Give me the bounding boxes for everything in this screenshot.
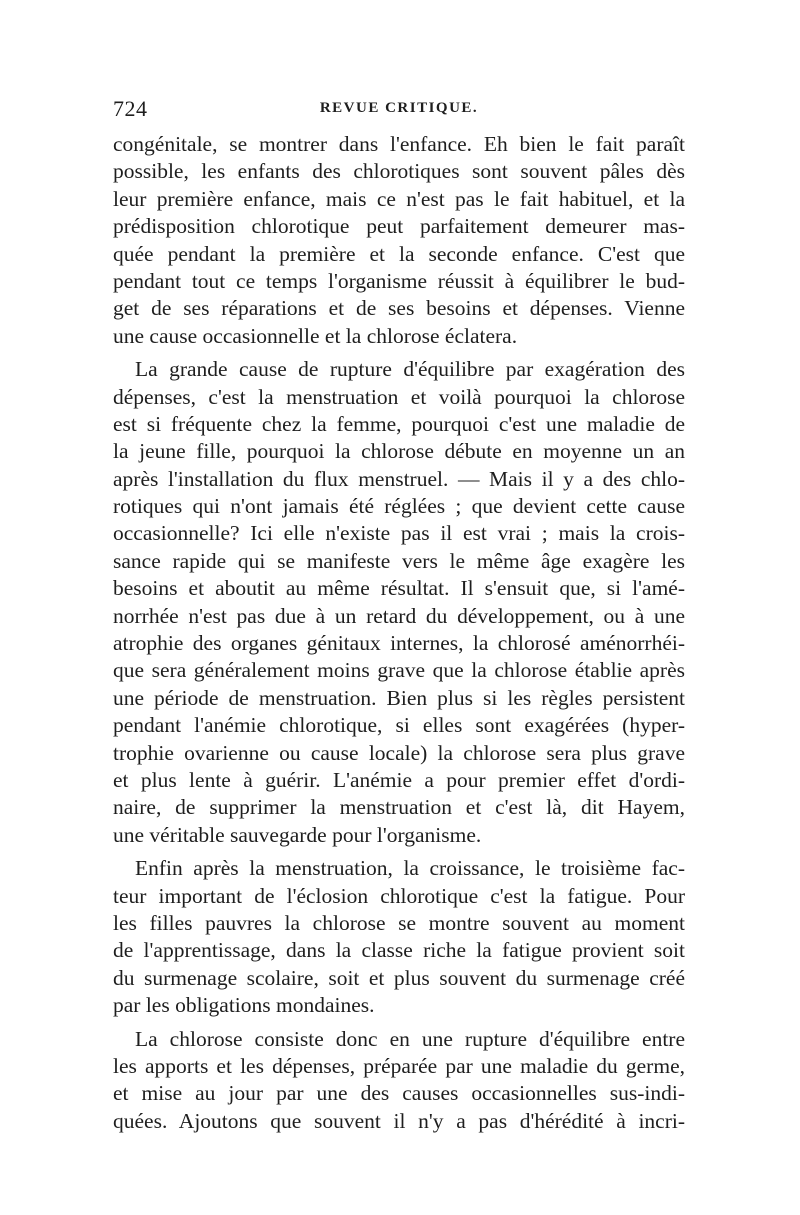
text-line: que sera généralement moins grave que la chlorose établie après xyxy=(113,658,685,683)
text-line: une période de menstruation. Bien plus si les règles persistent xyxy=(113,685,685,710)
text-line: quées. Ajoutons que souvent il n'y a pas d'hérédité à incri- xyxy=(113,1108,685,1133)
text-line: par les obligations mondaines. xyxy=(113,993,375,1018)
text-line: du surmenage scolaire, soit et plus souvent du surmenage créé xyxy=(113,965,685,990)
text-line: et mise au jour par une des causes occasionnelles sus-indi- xyxy=(113,1081,685,1106)
text-line: besoins et aboutit au même résultat. Il s'ensuit que, si l'amé- xyxy=(113,576,685,601)
text-line: les apports et les dépenses, préparée par une maladie du germe, xyxy=(113,1053,685,1078)
text-line: get de ses réparations et de ses besoins et dépenses. Vienne xyxy=(113,296,685,321)
text-line: naire, de supprimer la menstruation et c'est là, dit Hayem, xyxy=(113,795,685,820)
text-line: Enfin après la menstruation, la croissance, le troisième fac- xyxy=(135,856,685,881)
running-title: REVUE CRITIQUE. xyxy=(319,100,479,116)
text-line: possible, les enfants des chlorotiques sont souvent pâles dès xyxy=(113,159,685,184)
page-number: 724 xyxy=(113,96,148,121)
text-line: et plus lente à guérir. L'anémie a pour premier effet d'ordi- xyxy=(113,767,685,792)
text-line: rotiques qui n'ont jamais été réglées ; que devient cette cause xyxy=(113,494,685,519)
text-line: La chlorose consiste donc en une rupture d'équilibre entre xyxy=(135,1026,685,1051)
text-line: congénitale, se montrer dans l'enfance. Eh bien le fait paraît xyxy=(113,132,685,156)
text-line: de l'apprentissage, dans la classe riche la fatigue provient soit xyxy=(113,938,685,963)
paragraph xyxy=(113,131,685,350)
text-line: une cause occasionnelle et la chlorose éclatera. xyxy=(113,323,518,348)
text-line: prédisposition chlorotique peut parfaitement demeurer mas- xyxy=(113,214,685,239)
text-line: pendant l'anémie chlorotique, si elles sont exagérées (hyper- xyxy=(113,713,685,738)
text-line: teur important de l'éclosion chlorotique c'est la fatigue. Pour xyxy=(113,883,685,908)
text-line: dépenses, c'est la menstruation et voilà pourquoi la chlorose xyxy=(113,384,685,409)
text-line: une véritable sauvegarde pour l'organisme. xyxy=(113,822,482,847)
text-line: sance rapide qui se manifeste vers le même âge exagère les xyxy=(113,548,685,573)
paragraph xyxy=(113,356,685,849)
text-line: quée pendant la première et la seconde enfance. C'est que xyxy=(113,241,685,266)
page-header xyxy=(113,96,685,124)
text-line: La grande cause de rupture d'équilibre par exagération des xyxy=(135,357,685,382)
text-line: trophie ovarienne ou cause locale) la chlorose sera plus grave xyxy=(113,740,685,765)
text-line: norrhée n'est pas due à un retard du développement, ou à une xyxy=(113,603,685,628)
text-line: occasionnelle? Ici elle n'existe pas il est vrai ; mais la crois- xyxy=(113,521,685,546)
text-line: leur première enfance, mais ce n'est pas le fait habituel, et la xyxy=(113,186,685,211)
text-line: les filles pauvres la chlorose se montre souvent au moment xyxy=(113,910,685,935)
paragraph xyxy=(113,855,685,1019)
text-line: la jeune fille, pourquoi la chlorose débute en moyenne un an xyxy=(113,439,685,464)
text-line: pendant tout ce temps l'organisme réussit à équilibrer le bud- xyxy=(113,268,685,293)
text-line: atrophie des organes génitaux internes, la chlorosé aménorrhéi- xyxy=(113,631,685,656)
text-line: est si fréquente chez la femme, pourquoi c'est une maladie de xyxy=(113,411,685,436)
text-line: après l'installation du flux menstruel. — Mais il y a des chlo- xyxy=(113,466,685,491)
body-text xyxy=(113,131,685,1135)
paragraph xyxy=(113,1026,685,1136)
